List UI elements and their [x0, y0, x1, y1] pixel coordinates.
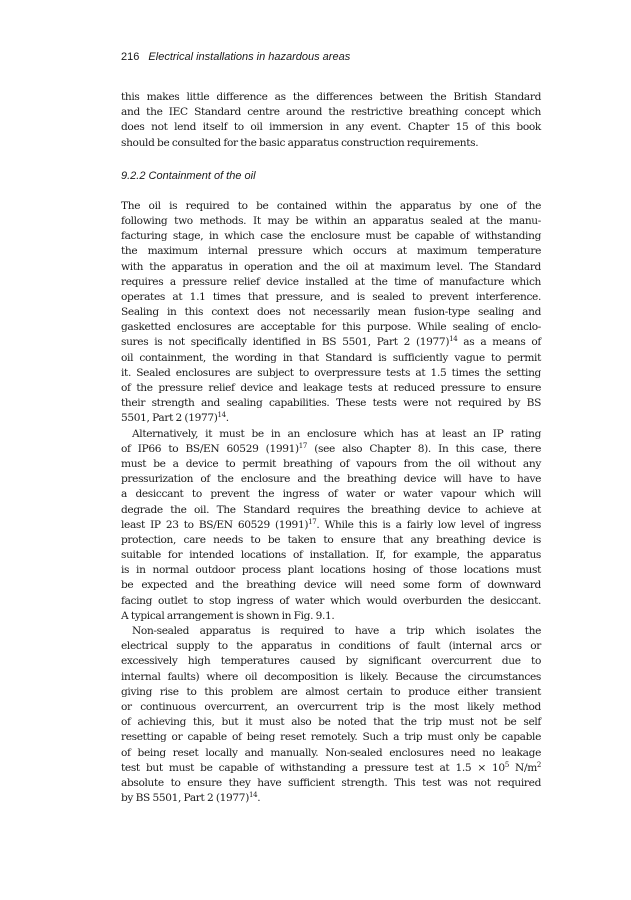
text-line: of achieving this, but it must also be noted that the trip must not be self [121, 716, 541, 729]
text-line: the maximum internal pressure which occurs at maximum temperature [121, 245, 541, 258]
exponent-superscript: 2 [536, 760, 541, 769]
page-number: 216 [121, 51, 140, 63]
reference-superscript: 17 [308, 517, 317, 526]
text-run: sures is not specifically identified in BS 5501, Part 2 (1977) [121, 336, 450, 349]
exponent-superscript: 5 [504, 760, 509, 769]
text-line: facturing stage, in which case the enclosure must be capable of withstanding [121, 230, 541, 243]
text-line: their strength and sealing capabilities. These tests were not required by BS [121, 397, 541, 410]
text-line: requires a pressure relief device installed at the time of manufacture which [121, 275, 541, 288]
text-line: degrade the oil. The Standard requires the breathing device to achieve at [121, 503, 541, 516]
text-line: operates at 1.1 times that pressure, and is sealed to prevent interference. [121, 290, 541, 303]
text-line: electrical supply to the apparatus in conditions of fault (internal arcs or [121, 640, 541, 653]
text-line: should be consulted for the basic apparatus construction requirements. [121, 136, 479, 149]
text-run: of IP66 to BS/EN 60529 (1991) [121, 442, 299, 455]
text-line: Alternatively, it must be in an enclosure which has at least an IP rating [132, 427, 541, 440]
text-line: excessively high temperatures caused by significant overcurrent due to [121, 655, 541, 668]
reference-superscript: 17 [298, 441, 308, 450]
text-line: is in normal outdoor process plant locations hosing of those locations must [121, 564, 541, 577]
text-line: with the apparatus in operation and the oil at maximum level. The Standard [121, 260, 541, 273]
text-line: be expected and the breathing device will need some form of downward [121, 579, 541, 592]
running-header [121, 50, 541, 64]
text-line: following two methods. It may be within an apparatus sealed at the manu- [121, 214, 541, 227]
text-run: 5501, Part 2 (1977) [121, 412, 218, 425]
text-line: this makes little difference as the differences between the British Standard [121, 91, 541, 103]
text-run: test but must be capable of withstanding a pressure test at 1.5 × 10 [121, 761, 505, 774]
text-line: of being reset locally and manually. Non-sealed enclosures need no leakage [121, 746, 541, 759]
text-line: it. Sealed enclosures are subject to overpressure tests at 1.5 times the setting [121, 366, 541, 379]
reference-superscript: 14 [449, 335, 458, 344]
text-run: (see also Chapter 8). In this case, there [307, 442, 541, 455]
text-line: pressurization of the enclosure and the breathing device will have to have [121, 473, 541, 486]
text-run: . [257, 792, 261, 805]
text-line: or continuous overcurrent, an overcurrent trip is the most likely method [121, 700, 541, 713]
text-line: must be a device to permit breathing of vapours from the oil without any [121, 457, 541, 470]
text-run: N/m [508, 761, 537, 774]
text-line: suitable for intended locations of installation. If, for example, the apparatus [121, 549, 541, 562]
paragraph-alternative-enclosure [121, 427, 541, 624]
text-line [121, 411, 541, 426]
text-line [121, 335, 541, 350]
book-title: Electrical installations in hazardous areas [148, 51, 351, 63]
text-line: resetting or capable of being reset remotely. Such a trip must only be capable [121, 731, 541, 744]
text-line: absolute to ensure they have sufficient strength. This test was not required [121, 776, 541, 789]
paragraph-continuation [121, 90, 541, 151]
text-line: internal faults) where oil decomposition is likely. Because the circumstances [121, 670, 541, 683]
text-line [121, 761, 541, 776]
reference-superscript: 14 [217, 411, 226, 420]
text-run: . While this is a fairly low level of ingress [316, 518, 542, 531]
text-line [121, 442, 541, 457]
text-run: least IP 23 to BS/EN 60529 (1991) [121, 518, 309, 531]
paragraph-oil-containment [121, 199, 541, 427]
text-line: does not lend itself to oil immersion in any event. Chapter 15 of this book [121, 121, 541, 134]
section-heading: 9.2.2 Containment of the oil [121, 169, 256, 182]
text-line: facing outlet to stop ingress of water which would overburden the desiccant. [121, 594, 541, 607]
text-line: The oil is required to be contained within the apparatus by one of the [121, 199, 541, 212]
text-run: by BS 5501, Part 2 (1977) [121, 792, 249, 805]
text-run: as a means of [457, 336, 541, 349]
text-line: of the pressure relief device and leakage tests at reduced pressure to ensure [121, 382, 541, 394]
reference-superscript: 14 [248, 791, 258, 800]
text-run: . [225, 412, 229, 425]
text-line: A typical arrangement is shown in Fig. 9.1. [121, 609, 335, 622]
page-body [121, 90, 541, 806]
text-line: oil containment, the wording in that Standard is sufficiently vague to permit [121, 351, 541, 364]
text-line: gasketted enclosures are acceptable for this purpose. While sealing of enclo- [121, 321, 541, 334]
text-line: Non-sealed apparatus is required to have a trip which isolates the [132, 625, 541, 637]
text-line: a desiccant to prevent the ingress of water or water vapour which will [121, 488, 541, 501]
text-line: Sealing in this context does not necessarily mean fusion-type sealing and [121, 306, 541, 319]
text-line: giving rise to this problem are almost certain to produce either transient [121, 685, 541, 698]
text-line [121, 791, 541, 806]
paragraph-non-sealed-apparatus [121, 624, 541, 806]
text-line: protection, care needs to be taken to ensure that any breathing device is [121, 533, 541, 546]
text-line [121, 518, 541, 533]
text-line: and the IEC Standard centre around the restrictive breathing concept which [121, 106, 541, 119]
